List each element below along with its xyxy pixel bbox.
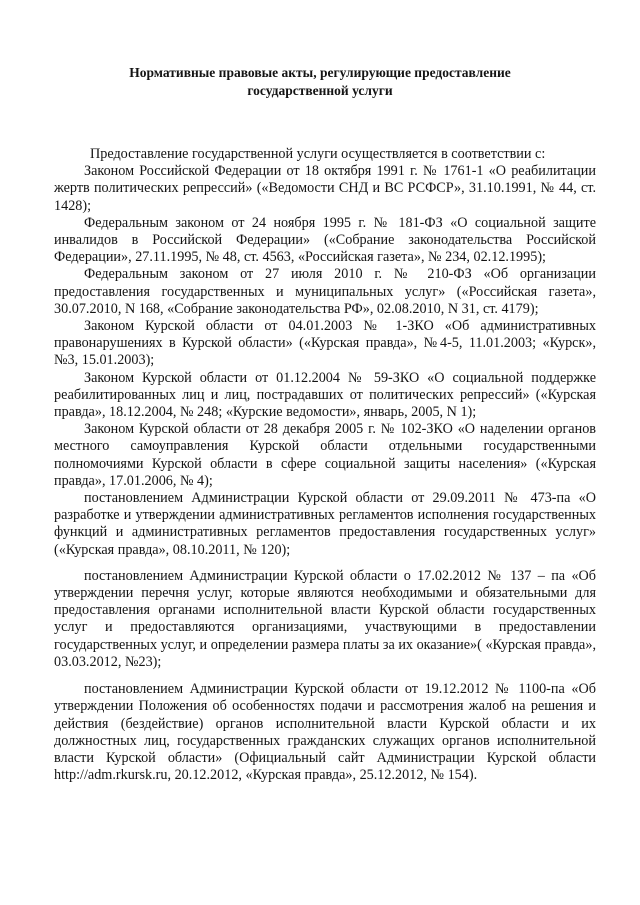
- title-line-1: Нормативные правовые акты, регулирующие предоставление: [129, 65, 511, 80]
- law-paragraph-4: Законом Курской области от 04.01.2003 № 1-ЗКО «Об административных правонарушениях в Курской области» («Курская правда», №4-5, 11.01.2003; «Курск», №3, 15.01.2003);: [54, 318, 596, 369]
- intro-paragraph: Предоставление государственной услуги осуществляется в соответствии с:: [90, 146, 546, 162]
- law-paragraph-5: Законом Курской области от 01.12.2004 № 59-ЗКО «О социальной поддержке реабилитированных лиц и лиц, пострадавших от политических репрессий» («Курская правда», 18.12.2004, № 248; «Курские ведомости», январь, 2005, N 1);: [54, 369, 596, 421]
- law-paragraph-9: постановлением Администрации Курской области от 19.12.2012 № 1100-па «Об утверждении Положения об особенностях подачи и рассмотрения жалоб на решения и действия (бездействие) органов исполнительной власти Курской области и их должностных лиц, государственных гражданских служащих органов исполнительной власти Курской области» (Официальный сайт Администрации Курской области http://adm.rkursk.ru, 20.12.2012, «Курская правда», 25.12.2012, № 154).: [54, 681, 596, 784]
- document-title: [60, 64, 580, 100]
- law-paragraph-2: Федеральным законом от 24 ноября 1995 г. № 181-ФЗ «О социальной защите инвалидов в Российской Федерации» («Собрание законодательства Российской Федерации», 27.11.1995, № 48, ст. 4563, «Российская газета», № 234, 02.12.1995);: [54, 214, 596, 266]
- law-paragraph-8: постановлением Администрации Курской области о 17.02.2012 № 137 – па «Об утверждении перечня услуг, которые являются необходимыми и обязательными для предоставления органами исполнительной власти Курской области государственных услуг и предоставляются организациями, участвующими в предоставлении государственных услуг, и определении размера платы за их оказание»( «Курская правда», 03.03.2012, №23);: [54, 567, 596, 670]
- law-paragraph-6: Законом Курской области от 28 декабря 2005 г. № 102-ЗКО «О наделении органов местного самоуправления Курской области отдельными государственными полномочиями Курской области в сфере социальной защиты населения» («Курская правда», 17.01.2006, № 4);: [54, 421, 596, 489]
- law-paragraph-1: Законом Российской Федерации от 18 октября 1991 г. № 1761-1 «О реабилитации жертв политических репрессий» («Ведомости СНД и ВС РСФСР», 31.10.1991, № 44, ст. 1428);: [54, 163, 596, 214]
- law-paragraph-3: Федеральным законом от 27 июля 2010 г. № 210-ФЗ «Об организации предоставления государственных и муниципальных услуг» («Российская газета», 30.07.2010, N 168, «Собрание законодательства РФ», 02.08.2010, N 31, ст. 4179);: [54, 266, 596, 317]
- law-paragraph-7: постановлением Администрации Курской области от 29.09.2011 № 473-па «О разработке и утверждении административных регламентов исполнения государственных функций и административных регламентов предоставления государственных услуг» («Курская правда», 08.10.2011, № 120);: [54, 490, 596, 558]
- title-line-2: государственной услуги: [247, 83, 393, 98]
- document-body: [54, 146, 596, 784]
